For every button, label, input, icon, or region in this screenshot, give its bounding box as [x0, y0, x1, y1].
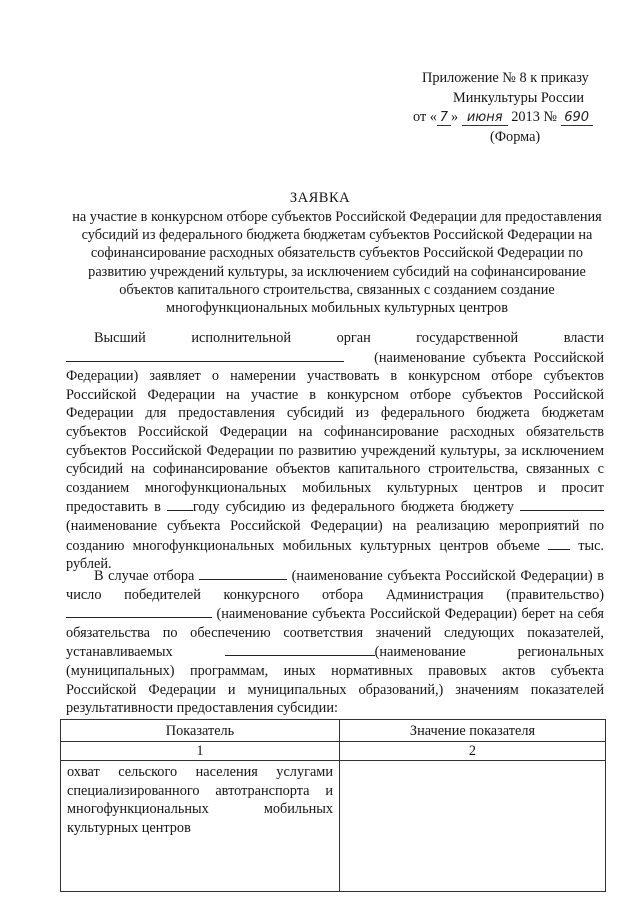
document-title: ЗАЯВКА — [289, 190, 351, 206]
blank-subject-name — [66, 348, 344, 362]
document-subtitle: на участие в конкурсном отборе субъектов Российской Федерации для предоставления субсидий из федерального бюджета бюджетам субъектов Российской Федерации на софинансирование расходных обязательств субъектов Российской Федерации по развитию учреждений культуры, за исключением субсидий на софинансирование объектов капитального строительства, связанных с созданием создание многофункциональных мобильных культурных центров — [72, 209, 602, 317]
paragraph-text: (наименование субъекта Российской Федерации) заявляет о намерении участвовать в конкурсном отборе субъектов Российской Федерации на участие в конкурсном отборе субъектов Российской Федерации для предоставления субсидий из федерального бюджета бюджетам субъектов Российской Федерации на софинансирование расходных обязательств субъектов Российской Федерации по развитию учреждений культуры, за исключением субсидий на софинансирование объектов капитального строительства, связанных с созданием многофункциональных мобильных культурных центров и просит предоставить в году субсидию из федерального бюджета бюджету (наименование субъекта Российской Федерации) на реализацию мероприятий по созданию многофункциональных мобильных культурных центров объеме тыс. рублей. — [66, 349, 605, 573]
ministry-line: Минкультуры России — [453, 90, 585, 106]
form-label: (Форма) — [490, 129, 541, 145]
table-row — [61, 761, 606, 892]
blank-amount — [548, 536, 570, 550]
column-number-1: 1 — [61, 741, 340, 761]
order-date-line: от « 7 » июня 2013 № 690 — [413, 108, 593, 127]
appendix-line: Приложение № 8 к приказу — [422, 70, 589, 86]
table-number-row — [61, 741, 606, 761]
column-number-2: 2 — [340, 741, 606, 761]
blank-budget-subject — [520, 497, 604, 511]
header-cell-indicator: Показатель — [61, 720, 340, 742]
indicator-value-cell — [340, 761, 606, 892]
header-cell-value: Значение показателя — [340, 720, 606, 742]
blank-program-name — [225, 642, 375, 656]
paragraph-obligations — [66, 566, 604, 718]
blank-subject-name — [199, 566, 287, 580]
indicator-cell: охват сельского населения услугами специализированного автотранспорта и многофункциональных мобильных культурных центров — [61, 761, 340, 892]
indicators-table — [60, 719, 606, 892]
blank-administration-name — [66, 604, 212, 618]
paragraph-first-line: Высший исполнительной орган государственной власти — [94, 330, 604, 346]
handwritten-month: июня — [462, 111, 508, 126]
handwritten-day: 7 — [437, 111, 451, 126]
table-header-row — [61, 720, 606, 742]
paragraph-application — [66, 329, 604, 574]
blank-year — [167, 497, 193, 511]
paragraph-text: В случае отбора (наименование субъекта Российской Федерации) в число победителей конкурсного отбора Администрация (правительство) (наименование субъекта Российской Федерации) берет на себя обязательства по обеспечению соответствия значений следующих показателей, устанавливаемых (наименование региональных (муниципальных) программам, иных нормативных правовых актов субъекта Российской Федерации и муниципальных образований,) значениям показателей результативности предоставления субсидии: — [66, 568, 605, 717]
handwritten-order-number: 690 — [561, 111, 593, 126]
